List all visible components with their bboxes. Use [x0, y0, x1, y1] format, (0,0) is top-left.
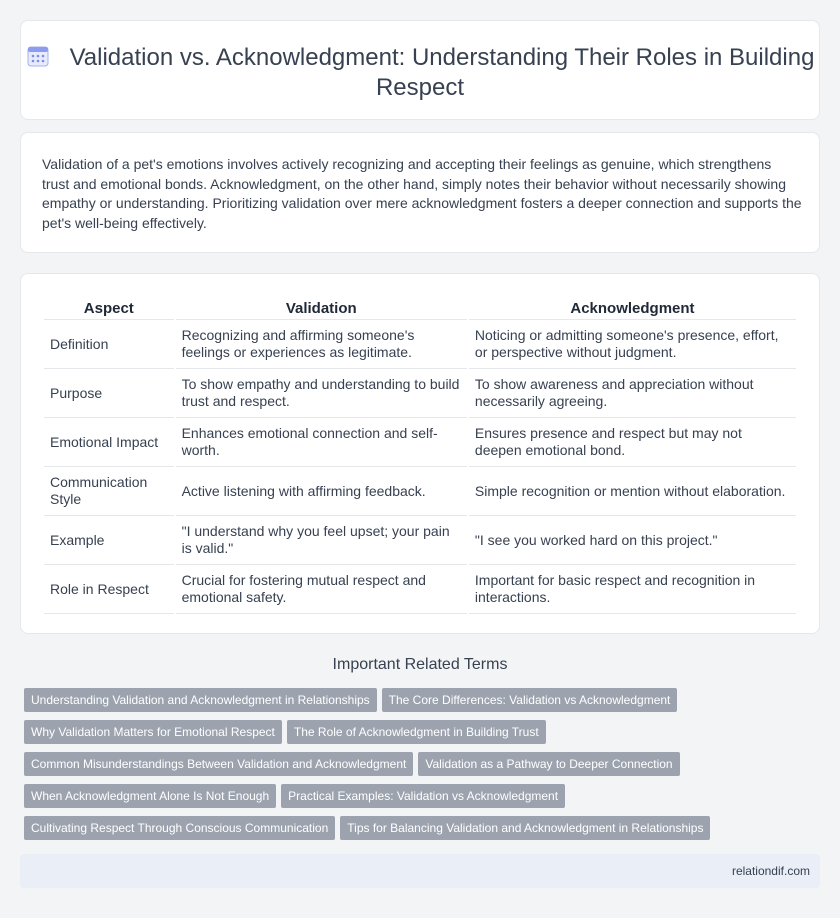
table-row: [44, 418, 796, 467]
header-card: [20, 20, 820, 120]
validation-cell: To show empathy and understanding to build trust and respect.: [176, 369, 467, 418]
related-term-tag[interactable]: Practical Examples: Validation vs Acknowledgment: [281, 784, 565, 808]
footer: [20, 854, 820, 888]
related-term-tag[interactable]: When Acknowledgment Alone Is Not Enough: [24, 784, 276, 808]
acknowledgment-cell: To show awareness and appreciation without necessarily agreeing.: [469, 369, 796, 418]
tag-row: [24, 784, 724, 816]
comparison-table: [42, 296, 798, 614]
acknowledgment-cell: Simple recognition or mention without elaboration.: [469, 467, 796, 516]
validation-cell: "I understand why you feel upset; your pain is valid.": [176, 516, 467, 565]
table-row: [44, 516, 796, 565]
tag-row: [24, 752, 724, 784]
table-row: [44, 565, 796, 614]
page-title: Validation vs. Acknowledgment: Understanding Their Roles in Building Respect: [69, 44, 815, 101]
table-row: [44, 369, 796, 418]
related-term-tag[interactable]: Understanding Validation and Acknowledgment in Relationships: [24, 688, 377, 712]
aspect-cell: Emotional Impact: [44, 418, 174, 467]
aspect-cell: Example: [44, 516, 174, 565]
summary-card: [20, 132, 820, 253]
tag-row: [24, 816, 724, 848]
acknowledgment-cell: Noticing or admitting someone's presence, effort, or perspective without judgment.: [469, 320, 796, 369]
acknowledgment-cell: Ensures presence and respect but may not deepen emotional bond.: [469, 418, 796, 467]
aspect-cell: Communication Style: [44, 467, 174, 516]
related-terms-list: [24, 688, 724, 848]
column-header-acknowledgment: Acknowledgment: [469, 296, 796, 320]
aspect-cell: Role in Respect: [44, 565, 174, 614]
related-term-tag[interactable]: Tips for Balancing Validation and Acknowledgment in Relationships: [340, 816, 710, 840]
acknowledgment-cell: "I see you worked hard on this project.": [469, 516, 796, 565]
aspect-cell: Purpose: [44, 369, 174, 418]
calendar-grid-icon: [26, 44, 50, 68]
related-term-tag[interactable]: The Core Differences: Validation vs Acknowledgment: [382, 688, 678, 712]
related-terms-heading: Important Related Terms: [332, 656, 508, 673]
related-term-tag[interactable]: The Role of Acknowledgment in Building Trust: [287, 720, 546, 744]
site-credit-link[interactable]: relationdif.com: [731, 864, 810, 878]
comparison-table-card: [20, 273, 820, 634]
table-row: [44, 320, 796, 369]
related-term-tag[interactable]: Common Misunderstandings Between Validation and Acknowledgment: [24, 752, 413, 776]
validation-cell: Crucial for fostering mutual respect and emotional safety.: [176, 565, 467, 614]
related-term-tag[interactable]: Cultivating Respect Through Conscious Communication: [24, 816, 335, 840]
validation-cell: Recognizing and affirming someone's feelings or experiences as legitimate.: [176, 320, 467, 369]
column-header-aspect: Aspect: [44, 296, 174, 320]
header: [21, 43, 819, 103]
column-header-validation: Validation: [176, 296, 467, 320]
related-term-tag[interactable]: Why Validation Matters for Emotional Respect: [24, 720, 282, 744]
table-header-row: [44, 296, 796, 320]
validation-cell: Active listening with affirming feedback.: [176, 467, 467, 516]
tag-row: [24, 688, 724, 720]
related-term-tag[interactable]: Validation as a Pathway to Deeper Connection: [418, 752, 679, 776]
aspect-cell: Definition: [44, 320, 174, 369]
table-row: [44, 467, 796, 516]
validation-cell: Enhances emotional connection and self-worth.: [176, 418, 467, 467]
summary-text: Validation of a pet's emotions involves actively recognizing and accepting their feelings as genuine, which strengthens trust and emotional bonds. Acknowledgment, on the other hand, simply notes their behavior without necessarily showing empathy or understanding. Prioritizing validation over mere acknowledgment fosters a deeper connection and supports the pet's well-being effectively.: [42, 156, 802, 231]
acknowledgment-cell: Important for basic respect and recognition in interactions.: [469, 565, 796, 614]
tag-row: [24, 720, 724, 752]
